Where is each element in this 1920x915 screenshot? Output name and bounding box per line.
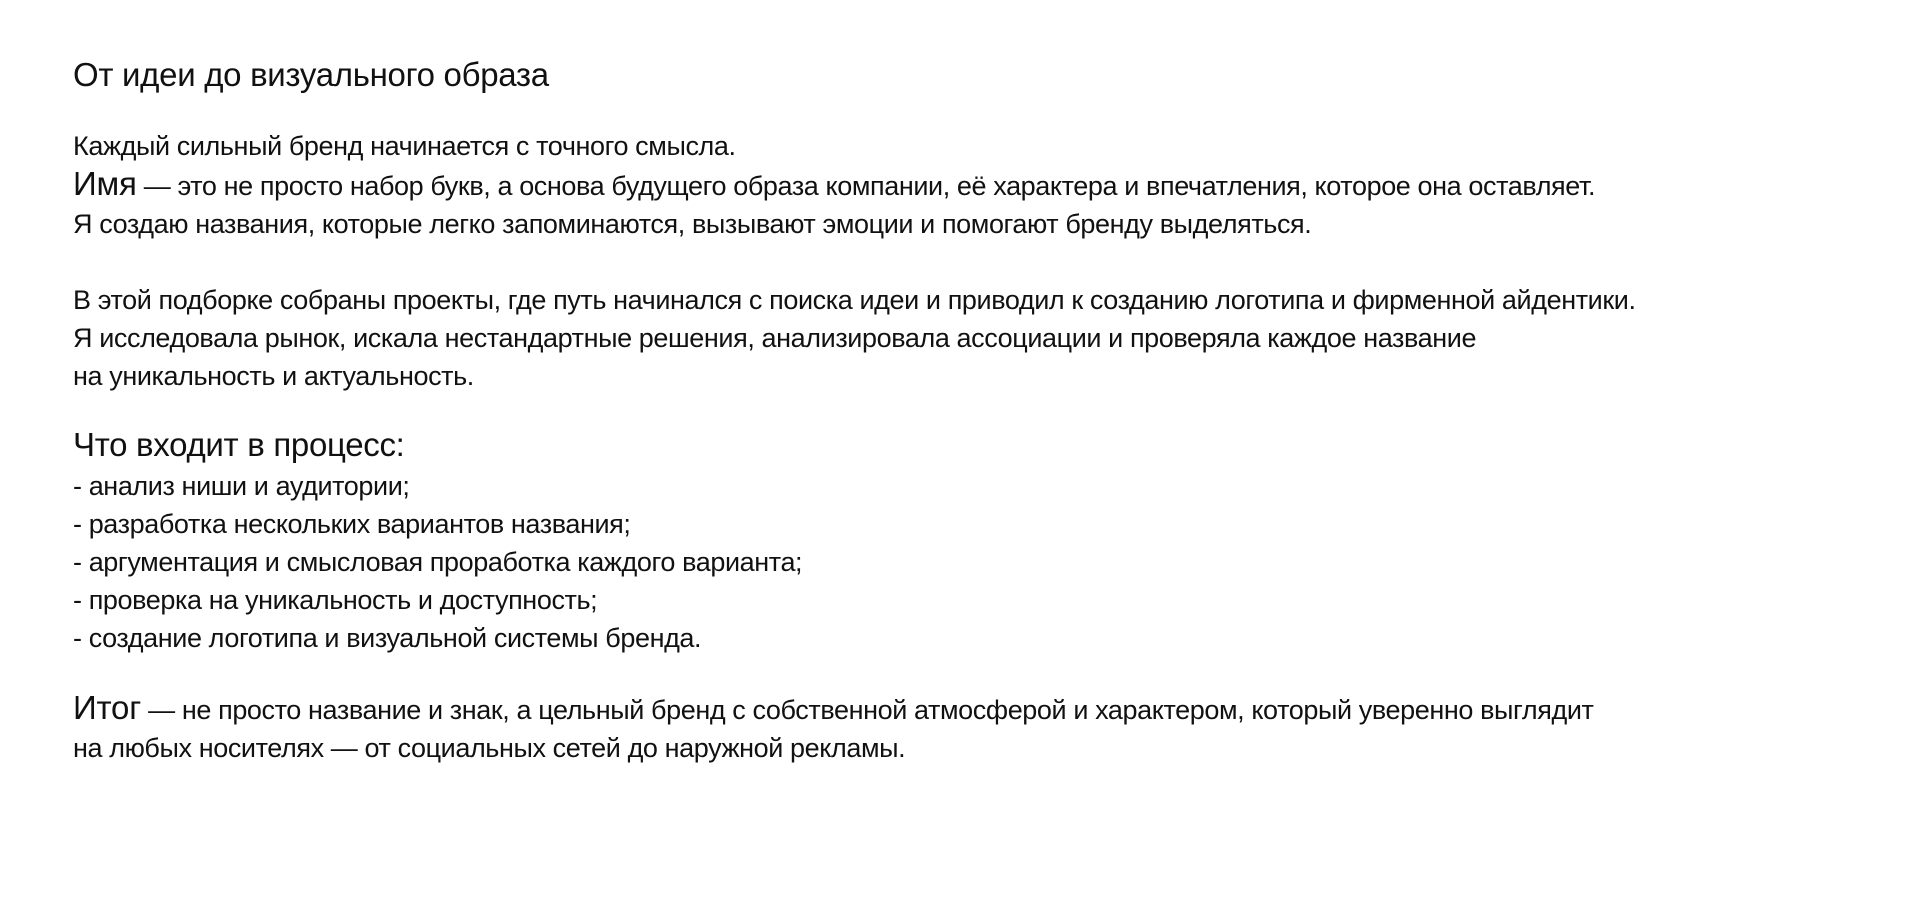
process-section	[73, 423, 1873, 657]
process-item: - аргументация и смысловая проработка каждого варианта;	[73, 547, 803, 577]
process-heading: Что входит в процесс:	[73, 426, 405, 463]
intro-line-1: Каждый сильный бренд начинается с точного смысла.	[73, 131, 736, 161]
projects-line-1: В этой подборке собраны проекты, где путь начинался с поиска идеи и приводил к созданию логотипа и фирменной айдентики.	[73, 285, 1636, 315]
process-item: - создание логотипа и визуальной системы бренда.	[73, 623, 702, 653]
spacer	[73, 243, 1873, 281]
process-item: - анализ ниши и аудитории;	[73, 471, 410, 501]
projects-line-3: на уникальность и актуальность.	[73, 361, 474, 391]
intro-line-3: Я создаю названия, которые легко запоминаются, вызывают эмоции и помогают бренду выделяться.	[73, 209, 1312, 239]
document-body	[73, 50, 1873, 767]
process-item: - разработка нескольких вариантов названия;	[73, 509, 631, 539]
result-line-1-text: — не просто название и знак, а цельный бренд с собственной атмосферой и характером, который уверенно выглядит	[141, 695, 1594, 725]
intro-line-2	[73, 165, 1873, 205]
result-line-1	[73, 689, 1873, 729]
spacer	[73, 657, 1873, 689]
spacer	[73, 395, 1873, 423]
result-lead-word: Итог	[73, 689, 142, 726]
intro-section	[73, 127, 1873, 243]
projects-section	[73, 281, 1873, 395]
name-lead-word: Имя	[73, 165, 137, 202]
result-section	[73, 689, 1873, 767]
page-title: От идеи до визуального образа	[73, 56, 549, 93]
process-item: - проверка на уникальность и доступность;	[73, 585, 598, 615]
result-line-2: на любых носителях — от социальных сетей до наружной рекламы.	[73, 733, 906, 763]
projects-line-2: Я исследовала рынок, искала нестандартные решения, анализировала ассоциации и проверяла каждое название	[73, 323, 1477, 353]
intro-line-2-text: — это не просто набор букв, а основа будущего образа компании, её характера и впечатления, которое она оставляет.	[136, 171, 1596, 201]
